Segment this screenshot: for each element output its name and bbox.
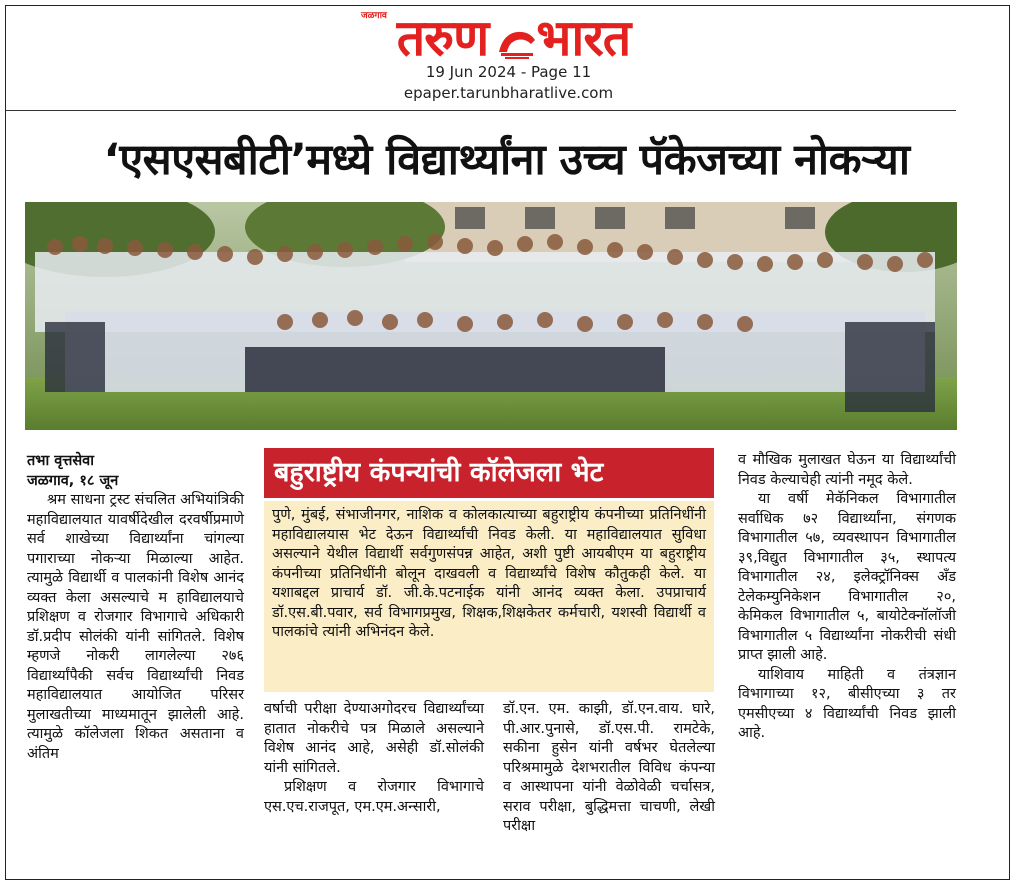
article-column-4 xyxy=(738,451,956,744)
tarun-bharat-logo xyxy=(361,9,666,68)
group-photo xyxy=(25,202,957,430)
column-4-text-3: याशिवाय माहिती व तंत्रज्ञान विभागाच्या १२, बीसीएच्या ३ तर एमसीएच्या ४ विद्यार्थ्यांची निवड झाली आहे. xyxy=(738,666,956,741)
article-headline: ‘एसएसबीटी’मध्ये विद्यार्थ्यांना उच्च पॅकेजच्या नोकऱ्या xyxy=(103,135,910,185)
column-2-text-2: प्रशिक्षण व रोजगार विभागाचे एस.एच.राजपूत, एम.एम.अन्सारी, xyxy=(264,779,484,815)
byline-agency: तभा वृत्तसेवा xyxy=(27,453,94,469)
edition-date-page: 19 Jun 2024 - Page 11 xyxy=(425,63,592,81)
article-column-1 xyxy=(27,451,244,764)
epaper-url[interactable]: epaper.tarunbharatlive.com xyxy=(403,84,614,102)
logo-edition: जळगाव xyxy=(361,11,387,21)
column-2-text-1: वर्षाची परीक्षा देण्याअगोदरच विद्यार्थ्यांच्या हातात नोकरीचे पत्र मिळाले असल्याने विशेष आनंद आहे, असेही डॉ.सोलंकी यांनी सांगितले. xyxy=(264,701,484,776)
column-4-text-1: व मौखिक मुलाखत घेऊन या विद्यार्थ्यांची निवड केल्याचेही त्यांनी नमूद केले. xyxy=(738,452,956,488)
newspaper-page xyxy=(5,5,1010,880)
lion-emblem-icon xyxy=(495,22,539,62)
masthead xyxy=(6,6,1011,116)
byline-dateline: जळगाव, १८ जून xyxy=(27,473,119,489)
column-1-text: श्रम साधना ट्रस्ट संचलित अभियांत्रिकी महाविद्यालयात यावर्षीदेखील दरवर्षीप्रमाणे सर्व शाखेच्या विद्यार्थ्यांना चांगल्या पगाराच्या नोकऱ्या मिळाल्या आहेत. त्यामुळे विद्यार्थी व पालकांनी विशेष आनंद व्यक्त केला असल्याचे म हाविद्यालयाचे प्रशिक्षण व रोजगार विभागाचे अधिकारी डॉ.प्रदीप सोलंकी यांनी सांगितले. विशेष म्हणजे नोकरी लागलेल्या २७६ विद्यार्थ्यांपैकी सर्वच विद्यार्थ्यांची निवड महाविद्यालयात आयोजित परिसर मुलाखतीच्या माध्यमातून झालेली आहे. त्यामुळे कॉलेजला शिकत असताना व अंतिम xyxy=(27,492,244,762)
masthead-divider xyxy=(6,110,956,111)
column-4-text-2: या वर्षी मेकॅनिकल विभागातील सर्वाधिक ७२ विद्यार्थ्यांना, संगणक विभागातील ५७, व्यवस्थापन विभागातील ३९,विद्युत विभागातील ३५, स्थापत्य विभागातील २४, इलेक्ट्रॉनिक्स अँड टेलेकम्युनिकेशन विभागातील २०, केमिकल विभागातील ५, बायोटेक्नॉलॉजी विभागातील ५ विद्यार्थ्यांना नोकरीची संधी प्राप्त झाली आहे. xyxy=(738,491,956,663)
logo-word-right: भारत xyxy=(536,9,631,67)
sidebar-box-text: पुणे, मुंबई, संभाजीनगर, नाशिक व कोलकात्याच्या बहुराष्ट्रीय कंपनीच्या प्रतिनिधींनी महाविद्यालयास भेट देऊन विद्यार्थ्यांची निवड केली. या महाविद्यालयात सुविधा असल्याने येथील विद्यार्थी सर्वगुणसंपन्न आहेत, अशी पुष्टी आयबीएम या बहुराष्ट्रीय कंपनीच्या प्रतिनिधींनी बोलून दाखवली व विद्यार्थ्यांचे विशेष कौतुकही केले. या यशाबद्दल प्राचार्य डॉ. जी.के.पटनाईक यांनी आनंद व्यक्त केला. उपप्राचार्य डॉ.एस.बी.पवार, सर्व विभागप्रमुख, शिक्षक,शिक्षकेतर कर्मचारी, यशस्वी विद्यार्थी व पालकांचे त्यांनी अभिनंदन केले. xyxy=(264,501,714,692)
column-3-text: डॉ.एन. एम. काझी, डॉ.एन.वाय. घारे, पी.आर.पुनासे, डॉ.एस.पी. रामटेके, सकीना हुसेन यांनी वर्षभर घेतलेल्या परिश्रमामुळे देशभरातील विविध कंपन्या व आस्थापना यांनी वेळोवेळी चर्चासत्र, सराव परीक्षा, बुद्धिमत्ता चाचणी, लेखी परीक्षा xyxy=(503,701,715,834)
logo-word-left: तरुण xyxy=(396,9,489,67)
sidebar-box-title: बहुराष्ट्रीय कंपन्यांची कॉलेजला भेट xyxy=(264,448,714,498)
article-column-2 xyxy=(264,700,484,817)
article-column-3 xyxy=(503,700,715,837)
